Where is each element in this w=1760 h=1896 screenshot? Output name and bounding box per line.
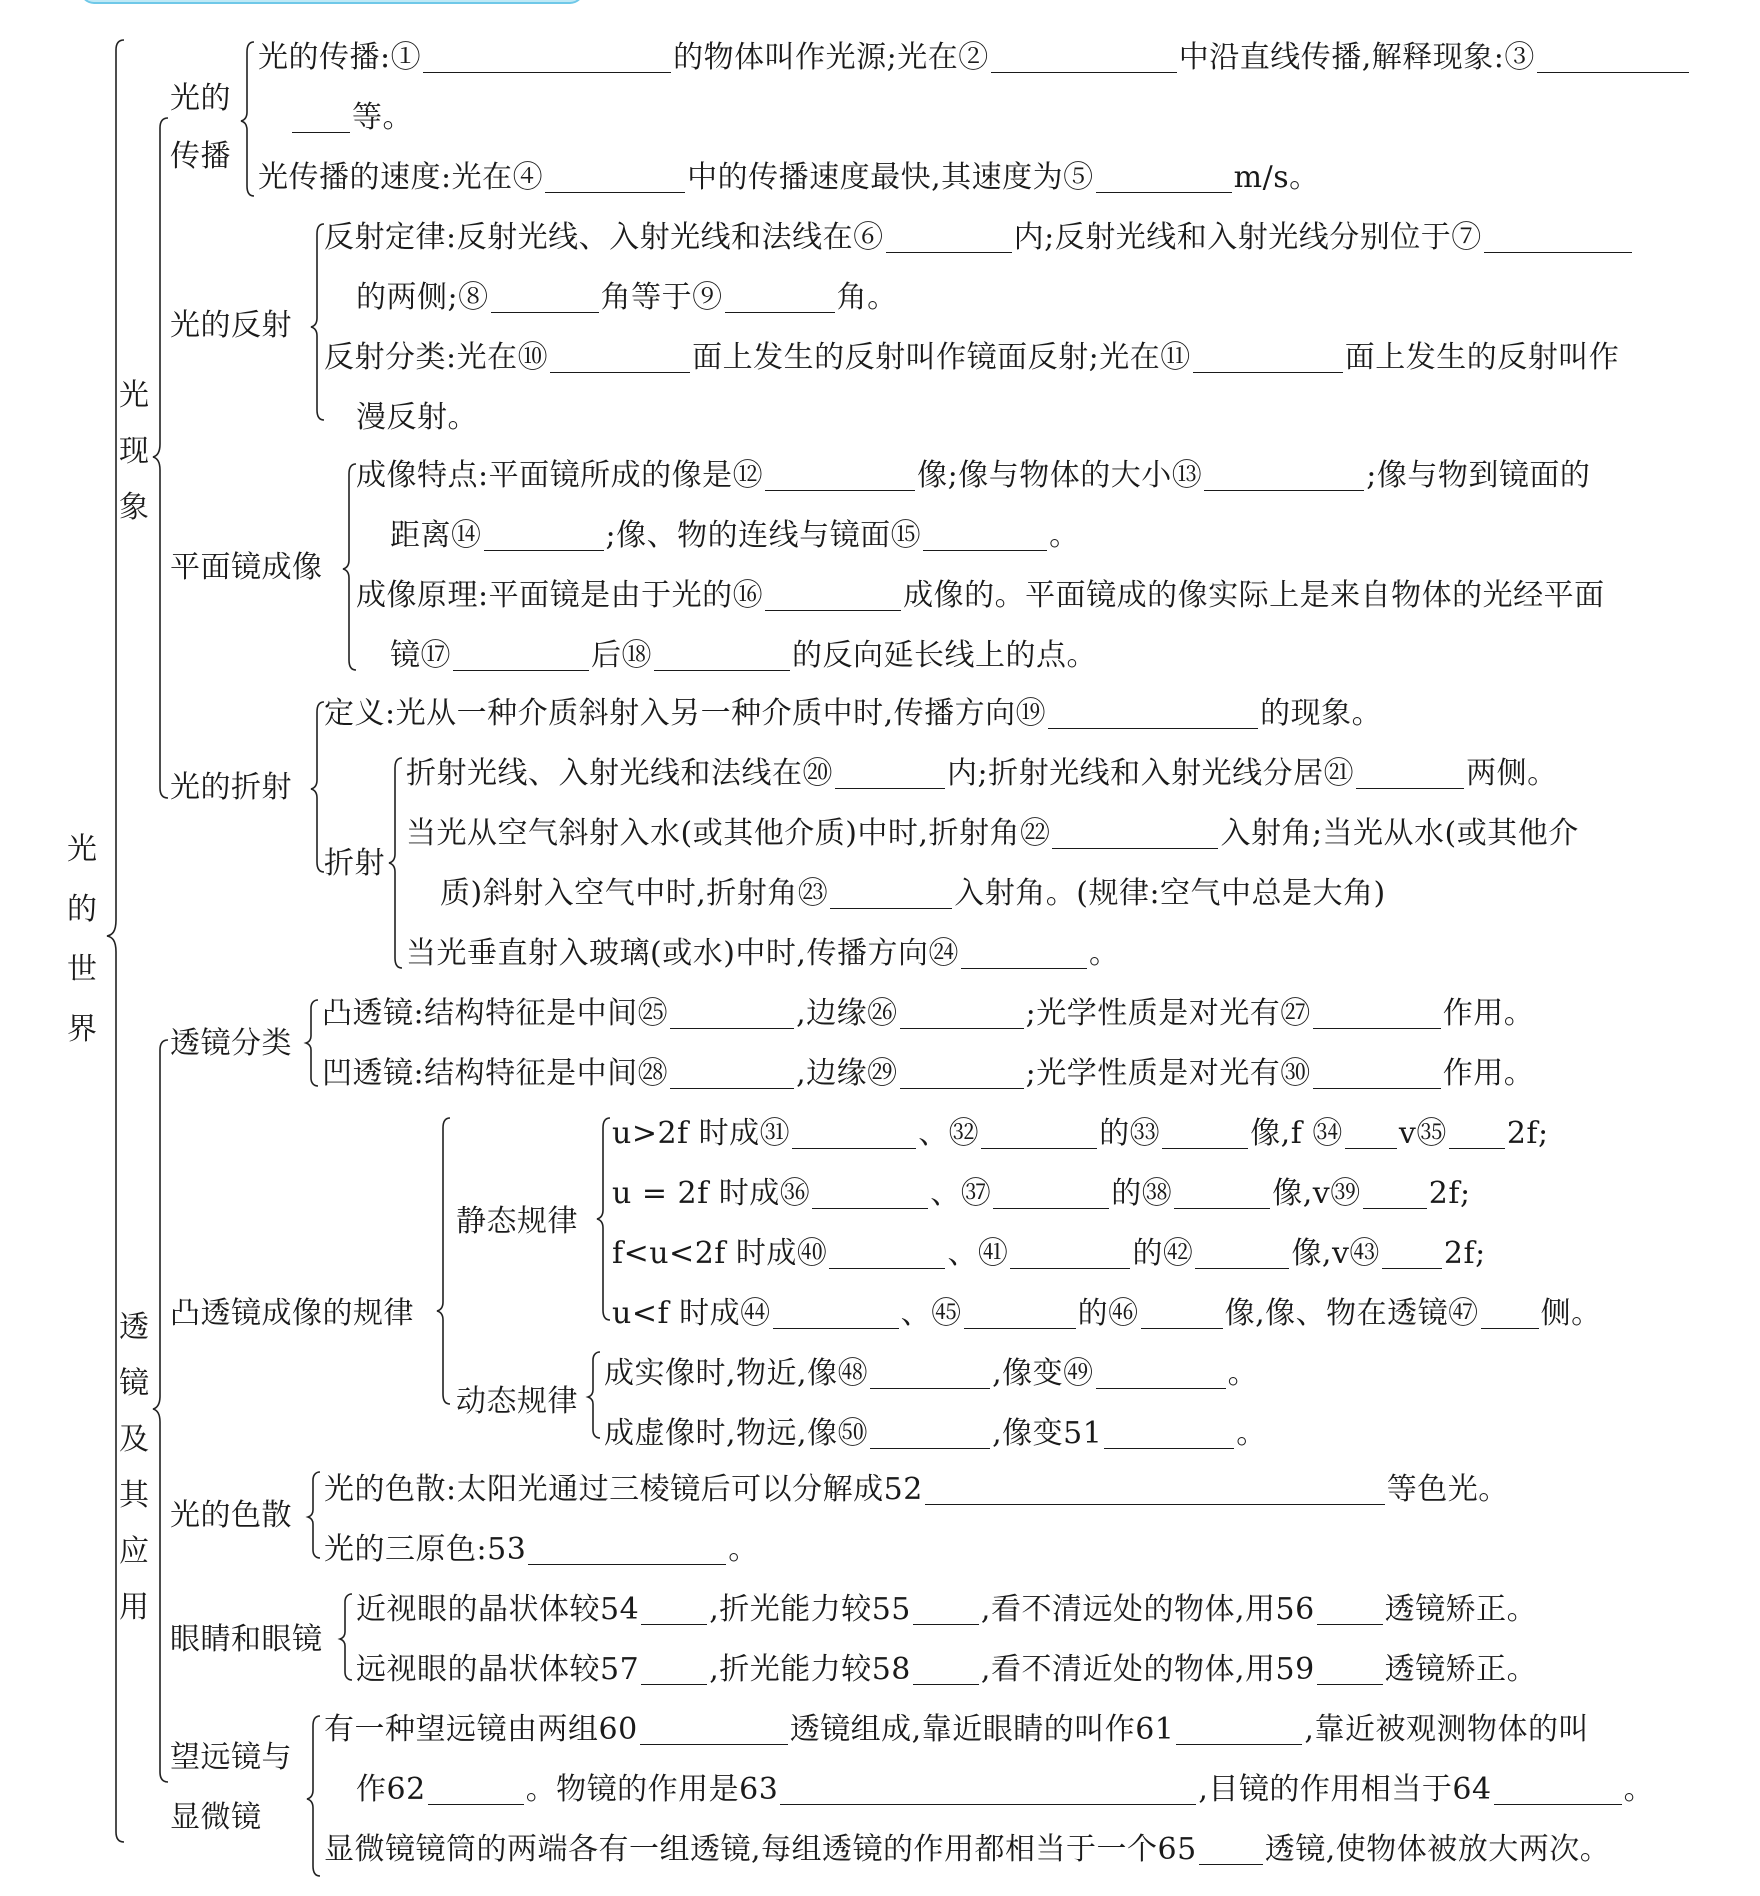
section-title-lens-application: 透镜及其应用 [119,1310,149,1625]
brace-dynamic [588,1352,600,1438]
blank-7[interactable] [1484,222,1632,253]
blank-60[interactable] [640,1714,788,1745]
blank-23[interactable] [830,878,952,909]
blank-37[interactable] [993,1178,1109,1209]
blank-46[interactable] [1141,1298,1223,1329]
blank-10[interactable] [550,342,690,373]
static-line-2: u = 2f 时成㊱ 、㊲ 的㊳ 像,v㊴ 2f; [612,1176,1471,1211]
blank-17[interactable] [453,640,589,671]
blank-53[interactable] [528,1534,726,1565]
blank-47[interactable] [1481,1298,1539,1329]
convex-dynamic-title: 动态规律 [456,1384,578,1419]
blank-30[interactable] [1313,1058,1441,1089]
brace-lens-application [153,1040,168,1782]
blank-24[interactable] [961,938,1087,969]
blank-9[interactable] [725,282,835,313]
reflection-line-2: 的两侧;⑧ 角等于⑨ 角。 [356,280,898,315]
brace-dispersion [308,1472,320,1558]
refraction-line-3: 当光从空气斜射入水(或其他介质)中时,折射角㉒ 入射角;当光从水(或其他介 [406,816,1579,851]
blank-8[interactable] [491,282,599,313]
eyes-line-1: 近视眼的晶状体较54 ,折光能力较55 ,看不清远处的物体,用56 透镜矫正。 [356,1592,1538,1627]
blank-19[interactable] [1048,698,1258,729]
blank-32[interactable] [981,1118,1097,1149]
blank-3[interactable] [1537,42,1689,73]
mirror-line-2: 距离⑭ ;像、物的连线与镜面⑮ 。 [390,518,1080,553]
blank-39[interactable] [1363,1178,1427,1209]
blank-3-continued[interactable] [292,102,350,133]
blank-18[interactable] [654,640,790,671]
classify-line-1: 凸透镜:结构特征是中间㉕ ,边缘㉖ ;光学性质是对光有㉗ 作用。 [322,996,1535,1031]
blank-6[interactable] [886,222,1012,253]
blank-62[interactable] [428,1774,524,1805]
refraction-line-5: 当光垂直射入玻璃(或水)中时,传播方向㉔ 。 [406,936,1120,971]
refraction-line-2: 折射光线、入射光线和法线在⑳ 内;折射光线和入射光线分居㉑ 两侧。 [406,756,1558,791]
dispersion-line-1: 光的色散:太阳光通过三棱镜后可以分解成52 等色光。 [324,1472,1509,1507]
brace-mirror [343,464,356,670]
blank-52[interactable] [925,1474,1385,1505]
blank-28[interactable] [670,1058,794,1089]
brace-scope [307,1716,320,1876]
classify-line-2: 凹透镜:结构特征是中间㉘ ,边缘㉙ ;光学性质是对光有㉚ 作用。 [322,1056,1535,1091]
reflection-line-4: 漫反射。 [356,400,478,435]
topic-propagation-title: 光的传播 [170,81,231,174]
blank-26[interactable] [900,998,1024,1029]
brace-refraction [311,702,324,872]
blank-4[interactable] [545,162,685,193]
blank-58[interactable] [913,1654,979,1685]
scope-line-2: 作62 。物镜的作用是63 ,目镜的作用相当于64 。 [356,1772,1655,1807]
reflection-line-1: 反射定律:反射光线、入射光线和法线在⑥ 内;反射光线和入射光线分别位于⑦ [324,218,1634,258]
brace-refraction-sub [389,758,402,968]
section-title-light-phenomena: 光现象 [119,378,149,525]
blank-15[interactable] [923,520,1047,551]
brace-classify [306,1000,318,1086]
blank-54[interactable] [641,1594,707,1625]
blank-5[interactable] [1096,162,1232,193]
topic-scope-title-1: 望远镜与 [170,1740,292,1775]
blank-55[interactable] [913,1594,979,1625]
blank-2[interactable] [991,42,1177,73]
blank-11[interactable] [1193,342,1343,373]
blank-50[interactable] [870,1418,990,1449]
blank-33[interactable] [1162,1118,1248,1149]
topic-scope-title-2: 显微镜 [170,1800,262,1835]
propagation-line-2: 等。 [290,98,413,138]
blank-12[interactable] [765,460,915,491]
brace-eyes [340,1594,352,1680]
blank-41[interactable] [1010,1238,1130,1269]
brace-light-phenomena [153,118,168,798]
brace-reflection [311,224,324,420]
topic-refraction-title: 光的折射 [170,770,292,805]
blank-34[interactable] [1345,1118,1397,1149]
blank-65[interactable] [1199,1834,1263,1865]
blank-43[interactable] [1382,1238,1442,1269]
scope-line-1: 有一种望远镜由两组60 透镜组成,靠近眼睛的叫作61 ,靠近被观测物体的叫 [324,1712,1589,1747]
topic-convex-title: 凸透镜成像的规律 [170,1296,414,1331]
topic-dispersion-title: 光的色散 [170,1498,292,1533]
dynamic-line-1: 成实像时,物近,像㊽ ,像变㊾ 。 [604,1356,1259,1391]
topic-mirror-title: 平面镜成像 [170,550,323,585]
topic-reflection-title: 光的反射 [170,308,292,343]
blank-48[interactable] [870,1358,990,1389]
topic-eyes-title: 眼睛和眼镜 [170,1622,323,1657]
propagation-line-3: 光传播的速度:光在④ 中的传播速度最快,其速度为⑤ m/s。 [258,160,1320,195]
blank-63[interactable] [780,1774,1196,1805]
blank-27[interactable] [1313,998,1441,1029]
refraction-sub-title: 折射 [324,846,385,881]
blank-21[interactable] [1356,758,1464,789]
static-line-3: f<u<2f 时成㊵ 、㊶ 的㊷ 像,v㊸ 2f; [612,1236,1486,1271]
blank-35[interactable] [1449,1118,1505,1149]
blank-20[interactable] [835,758,945,789]
blank-25[interactable] [670,998,794,1029]
static-line-4: u<f 时成㊹ 、㊺ 的㊻ 像,像、物在透镜㊼ 侧。 [612,1296,1602,1331]
blank-44[interactable] [773,1298,899,1329]
blank-51[interactable] [1104,1418,1234,1449]
dynamic-line-2: 成虚像时,物远,像㊿ ,像变51 。 [604,1416,1267,1451]
blank-59[interactable] [1317,1654,1383,1685]
topic-classify-title: 透镜分类 [170,1026,292,1061]
dispersion-line-2: 光的三原色:53 。 [324,1532,759,1567]
mirror-line-4: 镜⑰ 后⑱ 的反向延长线上的点。 [390,638,1097,673]
blank-42[interactable] [1195,1238,1289,1269]
eyes-line-2: 远视眼的晶状体较57 ,折光能力较58 ,看不清近处的物体,用59 透镜矫正。 [356,1652,1538,1687]
brace-static [597,1118,610,1320]
mirror-line-1: 成像特点:平面镜所成的像是⑫ 像;像与物体的大小⑬ ;像与物到镜面的 [356,458,1591,493]
reflection-line-3: 反射分类:光在⑩ 面上发生的反射叫作镜面反射;光在⑪ 面上发生的反射叫作 [324,340,1620,375]
blank-40[interactable] [829,1238,945,1269]
refraction-line-1: 定义:光从一种介质斜射入另一种介质中时,传播方向⑲ 的现象。 [324,696,1383,731]
blank-31[interactable] [792,1118,916,1149]
blank-61[interactable] [1176,1714,1302,1745]
blank-29[interactable] [900,1058,1024,1089]
static-line-1: u>2f 时成㉛ 、㉜ 的㉝ 像,f ㉞ v㉟ 2f; [612,1116,1549,1151]
refraction-line-4: 质)斜射入空气中时,折射角㉓ 入射角。(规律:空气中总是大角) [440,876,1386,911]
blank-22[interactable] [1052,818,1218,849]
blank-49[interactable] [1096,1358,1226,1389]
mirror-line-3: 成像原理:平面镜是由于光的⑯ 成像的。平面镜成的像实际上是来自物体的光经平面 [356,578,1605,613]
blank-64[interactable] [1494,1774,1622,1805]
brace-propagation [241,42,254,196]
blank-14[interactable] [484,520,604,551]
convex-static-title: 静态规律 [456,1204,578,1239]
blank-13[interactable] [1204,460,1364,491]
propagation-line-1: 光的传播:① 的物体叫作光源;光在② 中沿直线传播,解释现象:③ [258,38,1691,78]
blank-36[interactable] [812,1178,928,1209]
root-title: 光的世界 [67,832,97,1047]
blank-56[interactable] [1317,1594,1383,1625]
blank-45[interactable] [964,1298,1076,1329]
blank-38[interactable] [1174,1178,1270,1209]
blank-57[interactable] [641,1654,707,1685]
blank-1[interactable] [423,42,671,73]
blank-16[interactable] [765,580,901,611]
brace-convex [437,1118,450,1404]
scope-line-3: 显微镜镜筒的两端各有一组透镜,每组透镜的作用都相当于一个65 透镜,使物体被放大两次。 [324,1832,1611,1867]
